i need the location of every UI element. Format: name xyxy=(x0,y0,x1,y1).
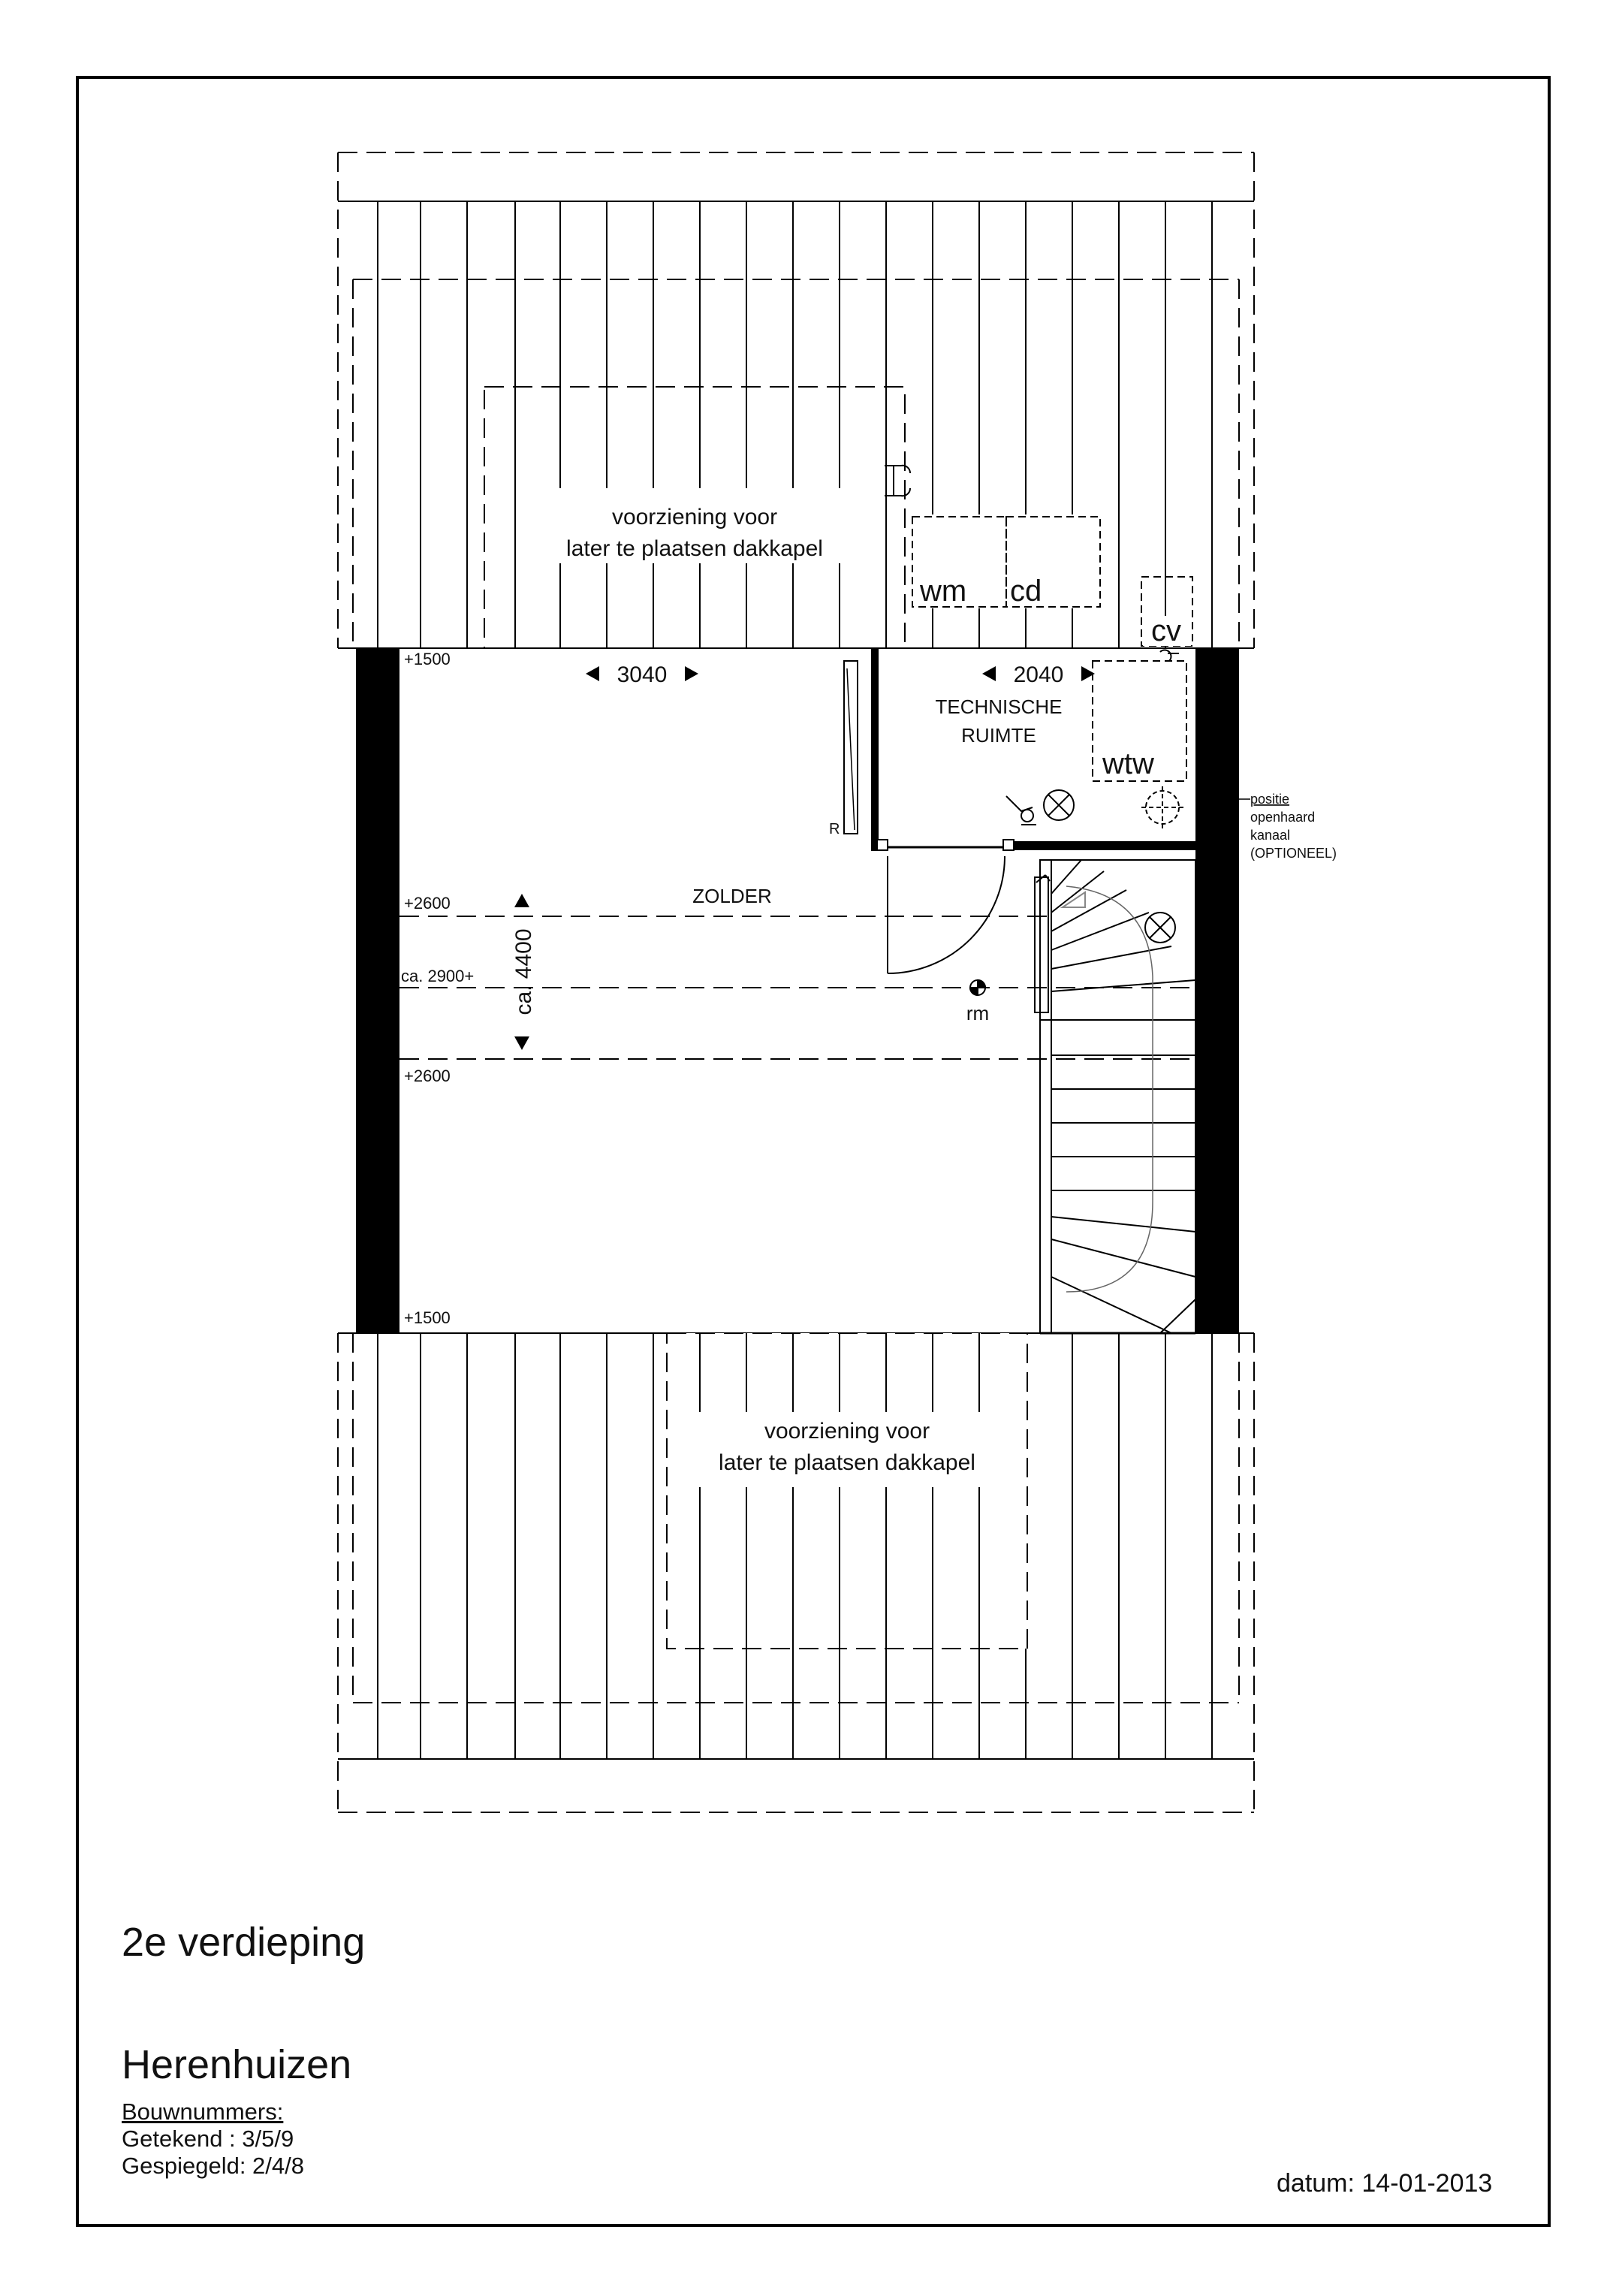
dormer-bottom-line2: later te plaatsen dakkapel xyxy=(719,1450,975,1475)
drawing-frame xyxy=(77,77,1549,2225)
staircase xyxy=(1035,860,1195,1333)
getekend-line: Getekend : 3/5/9 xyxy=(122,2126,294,2152)
positie-line3: kanaal xyxy=(1250,828,1291,843)
positie-line2: openhaard xyxy=(1250,810,1316,825)
height-upper-2600: +2600 xyxy=(404,894,451,913)
wall-technical-bottom xyxy=(1006,841,1195,850)
cv-connection-symbol xyxy=(1160,650,1179,661)
cd-label: cd xyxy=(1010,575,1042,608)
cv-label: cv xyxy=(1151,614,1181,647)
bouwnummers-heading: Bouwnummers: xyxy=(122,2098,284,2125)
dimension-width-right-value: 2040 xyxy=(1013,662,1064,687)
dormer-top-line1: voorziening voor xyxy=(611,505,778,529)
outlet-symbol-top xyxy=(885,466,910,496)
project-name: Herenhuizen xyxy=(122,2042,352,2087)
floor-title: 2e verdieping xyxy=(122,1920,366,1965)
wall-technical-left xyxy=(871,648,879,851)
light-fixture-technical xyxy=(1044,790,1074,820)
gespiegeld-line: Gespiegeld: 2/4/8 xyxy=(122,2153,305,2179)
wall-right xyxy=(1195,648,1239,1333)
positie-line4: (OPTIONEEL) xyxy=(1250,846,1337,861)
stair-light-fixture xyxy=(1145,913,1175,943)
height-bottom-eave: +1500 xyxy=(404,1308,451,1327)
wtw-label: wtw xyxy=(1102,747,1154,780)
dimension-depth-value: ca. 4400 xyxy=(511,928,536,1015)
switch-symbol-technical xyxy=(1006,796,1036,825)
technical-room-line2: RUIMTE xyxy=(961,724,1036,747)
smoke-detector-label: rm xyxy=(966,1002,990,1024)
wall-lines-top xyxy=(353,279,1239,648)
smoke-detector-symbol xyxy=(970,980,985,995)
technical-room-line1: TECHNISCHE xyxy=(935,695,1063,718)
radiator-label: R xyxy=(829,821,840,837)
date-line: datum: 14-01-2013 xyxy=(1277,2169,1493,2198)
dimension-width-left-value: 3040 xyxy=(617,662,668,687)
height-lower-2600: +2600 xyxy=(404,1067,451,1085)
wall-left xyxy=(356,648,399,1333)
positie-line1: positie xyxy=(1250,792,1290,807)
wm-label: wm xyxy=(920,575,967,608)
dormer-top-line2: later te plaatsen dakkapel xyxy=(566,536,823,561)
dormer-bottom-line1: voorziening voor xyxy=(764,1419,930,1444)
fireplace-channel-symbol xyxy=(1141,786,1183,828)
door-swing xyxy=(888,856,1005,973)
zolder-label: ZOLDER xyxy=(692,885,772,907)
height-ridge: ca. 2900+ xyxy=(401,967,475,985)
height-top-eave: +1500 xyxy=(404,650,451,668)
